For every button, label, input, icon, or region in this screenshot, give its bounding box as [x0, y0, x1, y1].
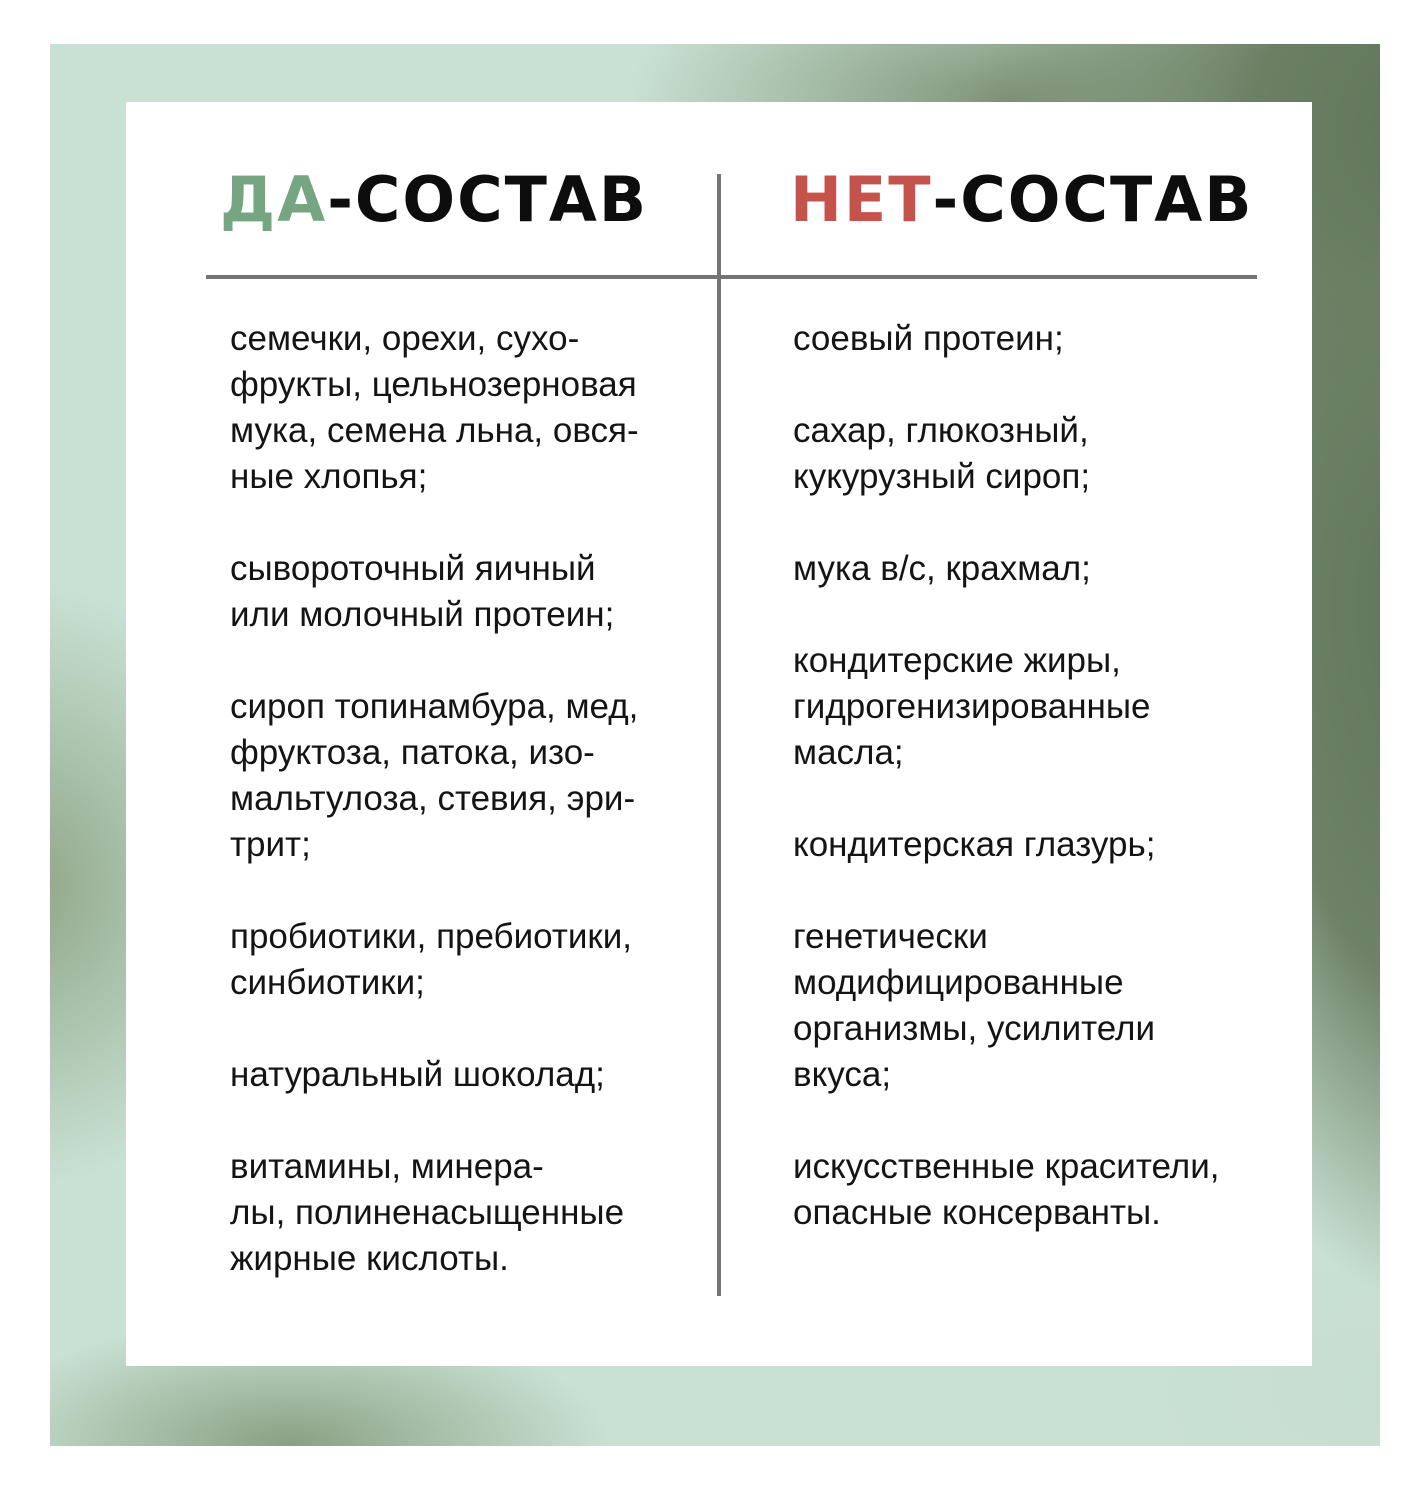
no-item-soy-protein: соевый протеин;	[793, 319, 1064, 358]
no-item-fats: кондитерские жиры, гидрогенизированные масла;	[793, 641, 1151, 772]
yes-heading-rest: -СОСТАВ	[327, 163, 649, 236]
no-ingredients-list	[793, 316, 1263, 1282]
yes-item-probiotics: пробиотики, пребиотики, синбиотики;	[230, 917, 633, 1002]
no-item-flour-starch: мука в/с, крахмал;	[793, 549, 1091, 588]
no-item-dyes: искусственные красители, опасные консерванты.	[793, 1147, 1220, 1232]
no-item-sugar-syrup: сахар, глюкозный, кукурузный сироп;	[793, 411, 1091, 496]
no-item-glaze: кондитерская глазурь;	[793, 825, 1156, 864]
vertical-divider	[717, 174, 721, 1296]
yes-ingredients-list	[230, 316, 690, 1328]
yes-item-sweeteners: сироп топинамбура, мед, фруктоза, патока, изо- мальтулоза, стевия, эри- трит;	[230, 687, 639, 864]
yes-item-vitamins: витамины, минера- лы, полиненасыщенные жирные кислоты.	[230, 1147, 625, 1278]
yes-item-chocolate: натуральный шоколад;	[230, 1055, 605, 1094]
no-item-gmo: генетически модифицированные организмы, усилители вкуса;	[793, 917, 1156, 1094]
yes-heading-accent: ДА	[220, 163, 328, 236]
horizontal-divider	[206, 275, 1257, 279]
no-column-heading	[790, 160, 1254, 240]
yes-column-heading	[220, 160, 648, 240]
no-heading-accent: НЕТ	[790, 163, 933, 236]
yes-item-seeds-nuts: семечки, орехи, сухо- фрукты, цельнозерновая мука, семена льна, овся- ные хлопья;	[230, 319, 639, 496]
no-heading-rest: -СОСТАВ	[932, 163, 1254, 236]
yes-item-protein: сывороточный яичный или молочный протеин;	[230, 549, 615, 634]
